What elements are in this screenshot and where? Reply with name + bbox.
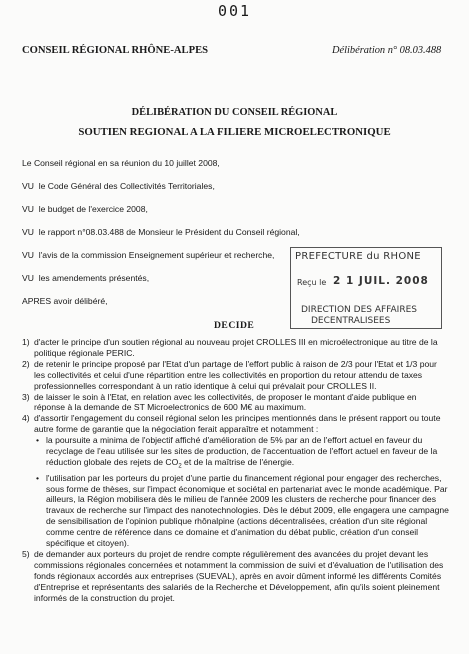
organization-name: CONSEIL RÉGIONAL RHÔNE-ALPES bbox=[22, 45, 209, 56]
item-text: de laisser le soin à l'Etat, en relation avec les collectivités, de proposer le montant d'aide publique en réponse à la demande de ST Microelectronics de 600 M€ au maximum. bbox=[34, 391, 417, 413]
bullet-icon: • bbox=[36, 435, 40, 446]
meeting-line: Le Conseil régional en sa réunion du 10 juillet 2008, bbox=[22, 158, 220, 168]
stamp-received-date: 2 1 JUIL. 2008 bbox=[333, 275, 429, 287]
decision-list bbox=[22, 337, 450, 603]
vu-label: VU bbox=[22, 250, 34, 260]
vu-label: VU bbox=[22, 181, 34, 191]
item-text: de retenir le principe proposé par l'Etat d'un partage de l'effort public à raison de 2/3 pour l'Etat et 1/3 pour les collectivités et celui d'une répartition entre les collectivités en proportion du retour attendu de taxes professionnelles correspondant à un ratio identique à celui qui prévalait pour CROLLES II. bbox=[34, 358, 437, 391]
vu-text: le budget de l'exercice 2008, bbox=[38, 204, 148, 214]
sub-list-item bbox=[22, 435, 450, 472]
deliberation-number: Délibération n° 08.03.488 bbox=[332, 45, 442, 56]
item-number: 5) bbox=[22, 548, 30, 559]
vu-text: le rapport n°08.03.488 de Monsieur le Président du Conseil régional, bbox=[38, 227, 300, 237]
stamp-title: PREFECTURE du RHONE bbox=[295, 251, 421, 262]
vu-label: VU bbox=[22, 204, 34, 214]
list-item bbox=[22, 337, 450, 359]
list-item bbox=[22, 392, 450, 414]
vu-line bbox=[22, 273, 149, 283]
list-item bbox=[22, 359, 450, 392]
sub-list-item bbox=[22, 473, 450, 549]
vu-label: VU bbox=[22, 273, 34, 283]
prefecture-stamp bbox=[290, 247, 442, 329]
item-number: 1) bbox=[22, 337, 30, 347]
item-number: 4) bbox=[22, 413, 30, 424]
after-deliberation: APRES avoir délibéré, bbox=[22, 296, 108, 306]
item-text: d'assortir l'engagement du conseil régional selon les principes mentionnés dans le présent rapport ou toute autre forme de garantie que la négociation ferait apparaître et notamment : bbox=[34, 413, 441, 435]
vu-text: l'avis de la commission Enseignement supérieur et recherche, bbox=[38, 250, 275, 260]
decide-heading: DECIDE bbox=[214, 320, 255, 331]
document-subject: SOUTIEN REGIONAL A LA FILIERE MICROELECTRONIQUE bbox=[78, 126, 391, 138]
stamp-direction: DIRECTION DES AFFAIRES DECENTRALISEES bbox=[301, 305, 417, 326]
vu-line bbox=[22, 204, 148, 214]
item-number: 3) bbox=[22, 391, 30, 402]
stamp-received-label: Reçu le bbox=[297, 278, 327, 287]
vu-line bbox=[22, 250, 274, 260]
document-title: DÉLIBÉRATION DU CONSEIL RÉGIONAL bbox=[131, 107, 338, 118]
vu-text: les amendements présentés, bbox=[38, 273, 150, 283]
bullet-icon: • bbox=[36, 472, 40, 483]
item-text: d'acter le principe d'un soutien régional au nouveau projet CROLLES III en microélectronique au titre de la politique régionale PERIC. bbox=[34, 337, 438, 358]
vu-line bbox=[22, 181, 215, 191]
sub-item-text: l'utilisation par les porteurs du projet d'une partie du financement régional pour engager des recherches, sous forme de thèses, sur l'impact économique et sociétal en partenariat avec le monde académique. Par ailleurs, la Région mobilisera dès le milieu de l'année 2009 les clusters de recherche pour financer des travaux de recherche sur l'impact des nanotechnologies. Dès le début 2009, elle engagera une campagne de sensibilisation de l'opinion publique rhônalpine (actions décentralisées, création d'un site régional comme centre de référence dans ce domaine et d'animation du débat public, création d'un conseil spécifique et citoyen). bbox=[46, 472, 449, 549]
item-number: 2) bbox=[22, 358, 30, 369]
list-item bbox=[22, 549, 450, 604]
sub-item-text: la poursuite a minima de l'objectif affiché d'amélioration de 5% par an de l'effort actuel en faveur du recyclage de l'eau utilisée sur les sites de production, de l'accentuation de l'effort actuel en faveur de la réduction globale des rejets de $CO_2$ et de la maîtrise de l'énergie. bbox=[46, 435, 438, 470]
list-item bbox=[22, 413, 450, 435]
item-text: de demander aux porteurs du projet de rendre compte régulièrement des avancées du projet devant les commissions régionales concernées et notamment la commission de suivi et d'évaluation de l'utilisation des fonds régionaux accordés aux entreprises (SUEVAL), après en avoir dûment informé les différents Comités d'Entreprise et représentants des salariés de la Recherche et Développement, afin qu'ils soient pleinement informés de la construction du projet. bbox=[34, 548, 444, 603]
vu-label: VU bbox=[22, 227, 34, 237]
vu-line bbox=[22, 227, 300, 237]
vu-text: le Code Général des Collectivités Territoriales, bbox=[38, 181, 215, 191]
page-number: 001 bbox=[217, 2, 252, 20]
